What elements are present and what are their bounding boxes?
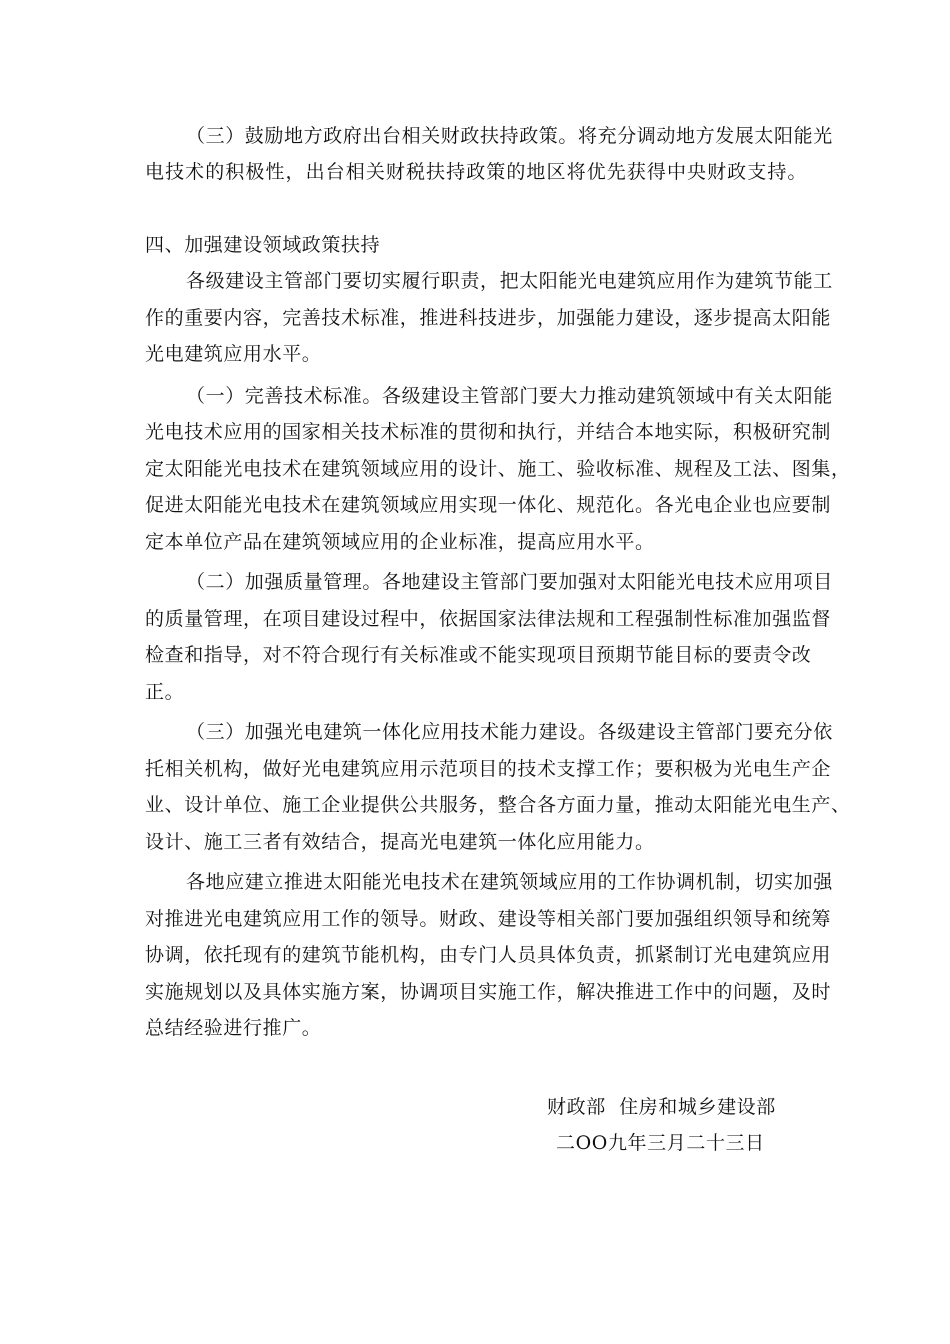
paragraph-line: 定本单位产品在建筑领域应用的企业标准，提高应用水平。 [145, 531, 655, 553]
issue-date: 二OO九年三月二十三日 [556, 1132, 765, 1154]
paragraph-line: 正。 [145, 681, 185, 703]
paragraph-line: 定太阳能光电技术在建筑领域应用的设计、施工、验收标准、规程及工法、图集， [145, 458, 851, 480]
paragraph-line: 作的重要内容，完善技术标准，推进科技进步，加强能力建设，逐步提高太阳能 [145, 307, 832, 329]
paragraph-line: （二）加强质量管理。各地建设主管部门要加强对太阳能光电技术应用项目 [186, 571, 833, 593]
paragraph-line: 对推进光电建筑应用工作的领导。财政、建设等相关部门要加强组织领导和统筹 [145, 908, 832, 930]
paragraph-line: 协调，依托现有的建筑节能机构，由专门人员具体负责，抓紧制订光电建筑应用 [145, 944, 832, 966]
section-heading: 四、加强建设领域政策扶持 [145, 234, 381, 256]
paragraph-line: （一）完善技术标准。各级建设主管部门要大力推动建筑领域中有关太阳能 [186, 385, 833, 407]
paragraph-line: 设计、施工三者有效结合，提高光电建筑一体化应用能力。 [145, 831, 655, 853]
paragraph-line: 托相关机构，做好光电建筑应用示范项目的技术支撑工作；要积极为光电生产企 [145, 758, 832, 780]
paragraph-line: 促进太阳能光电技术在建筑领域应用实现一体化、规范化。各光电企业也应要制 [145, 494, 832, 516]
paragraph-line: 检查和指导，对不符合现行有关标准或不能实现项目预期节能目标的要责令改 [145, 644, 812, 666]
paragraph-line: 各地应建立推进太阳能光电技术在建筑领域应用的工作协调机制，切实加强 [186, 871, 833, 893]
paragraph-line: 光电技术应用的国家相关技术标准的贯彻和执行，并结合本地实际，积极研究制 [145, 421, 832, 443]
issuing-departments: 财政部 住房和城乡建设部 [547, 1096, 776, 1118]
paragraph-line: 实施规划以及具体实施方案，协调项目实施工作，解决推进工作中的问题，及时 [145, 981, 832, 1003]
paragraph-line: 总结经验进行推广。 [145, 1017, 322, 1039]
paragraph-line: 各级建设主管部门要切实履行职责，把太阳能光电建筑应用作为建筑节能工 [186, 270, 833, 292]
paragraph-line: 的质量管理，在项目建设过程中，依据国家法律法规和工程强制性标准加强监督 [145, 608, 832, 630]
paragraph-line: 光电建筑应用水平。 [145, 343, 322, 365]
paragraph-line: 业、设计单位、施工企业提供公共服务，整合各方面力量，推动太阳能光电生产、 [145, 794, 851, 816]
paragraph-line: （三）加强光电建筑一体化应用技术能力建设。各级建设主管部门要充分依 [186, 721, 833, 743]
paragraph-line: （三）鼓励地方政府出台相关财政扶持政策。将充分调动地方发展太阳能光 [186, 125, 833, 147]
paragraph-line: 电技术的积极性，出台相关财税扶持政策的地区将优先获得中央财政支持。 [145, 161, 807, 183]
